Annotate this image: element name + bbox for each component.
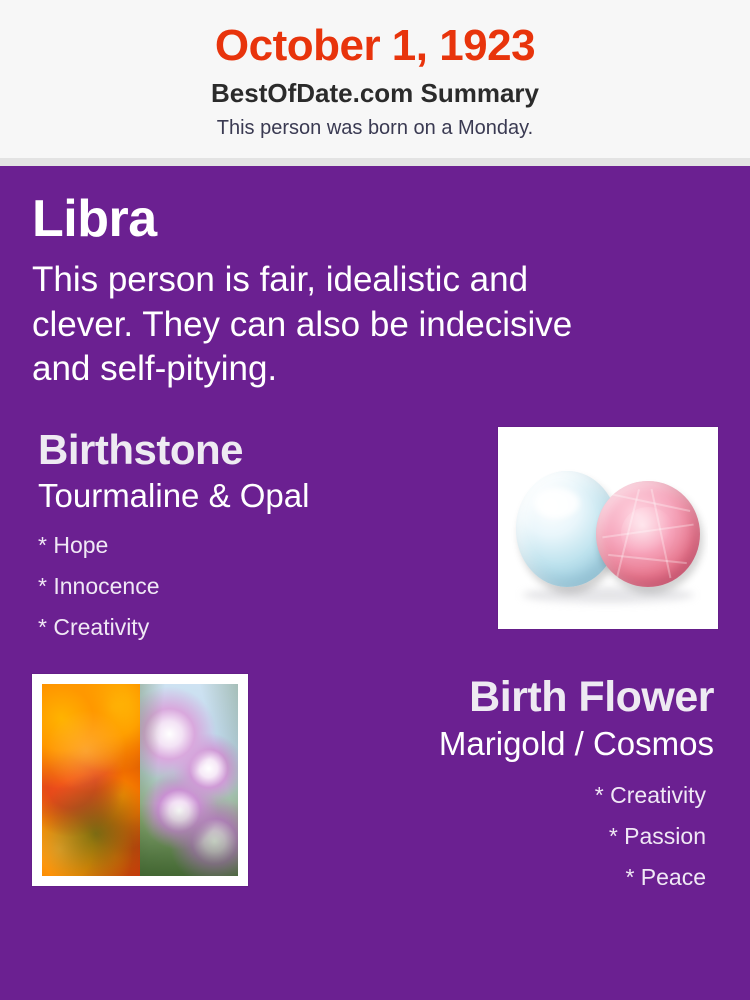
birth-flower-trait-list: [248, 775, 714, 898]
card-body: [0, 166, 750, 1000]
list-item: * Creativity: [594, 782, 706, 809]
list-item: * Hope: [38, 532, 109, 559]
zodiac-description: This person is fair, idealistic and clever. They can also be indecisive and self-pitying.: [32, 260, 573, 389]
gem-shadow: [522, 587, 694, 603]
birth-flower-photo-frame: [32, 674, 248, 886]
list-item: * Innocence: [38, 573, 160, 600]
birthstone-photo-frame: [498, 427, 718, 629]
header-divider: [0, 158, 750, 166]
list-item: * Passion: [608, 823, 706, 850]
site-summary-label: BestOfDate.com Summary: [211, 78, 539, 109]
tourmaline-gem-icon: [596, 481, 700, 587]
list-item: * Peace: [625, 864, 706, 891]
zodiac-sign-name: Libra: [32, 189, 157, 248]
cosmos-photo-icon: [140, 684, 238, 876]
birthstone-section: [32, 427, 718, 648]
list-item: * Creativity: [38, 614, 150, 641]
birthstone-names: Tourmaline & Opal: [38, 476, 310, 514]
birth-flower-names: Marigold / Cosmos: [438, 724, 714, 762]
card-header: [0, 0, 750, 158]
zodiac-section: [32, 189, 718, 392]
birthstone-text: [32, 427, 309, 648]
birth-flower-text: [248, 674, 718, 898]
birth-flower-title: Birth Flower: [469, 673, 714, 722]
birth-flower-photo: [42, 684, 238, 876]
birthstone-trait-list: [38, 525, 309, 648]
birth-flower-section: [32, 674, 718, 898]
page-title: October 1, 1923: [214, 21, 536, 70]
birthstone-photo: [508, 437, 708, 619]
birth-weekday-text: This person was born on a Monday.: [216, 116, 534, 139]
marigold-photo-icon: [42, 684, 140, 876]
birthstone-title: Birthstone: [38, 426, 243, 474]
